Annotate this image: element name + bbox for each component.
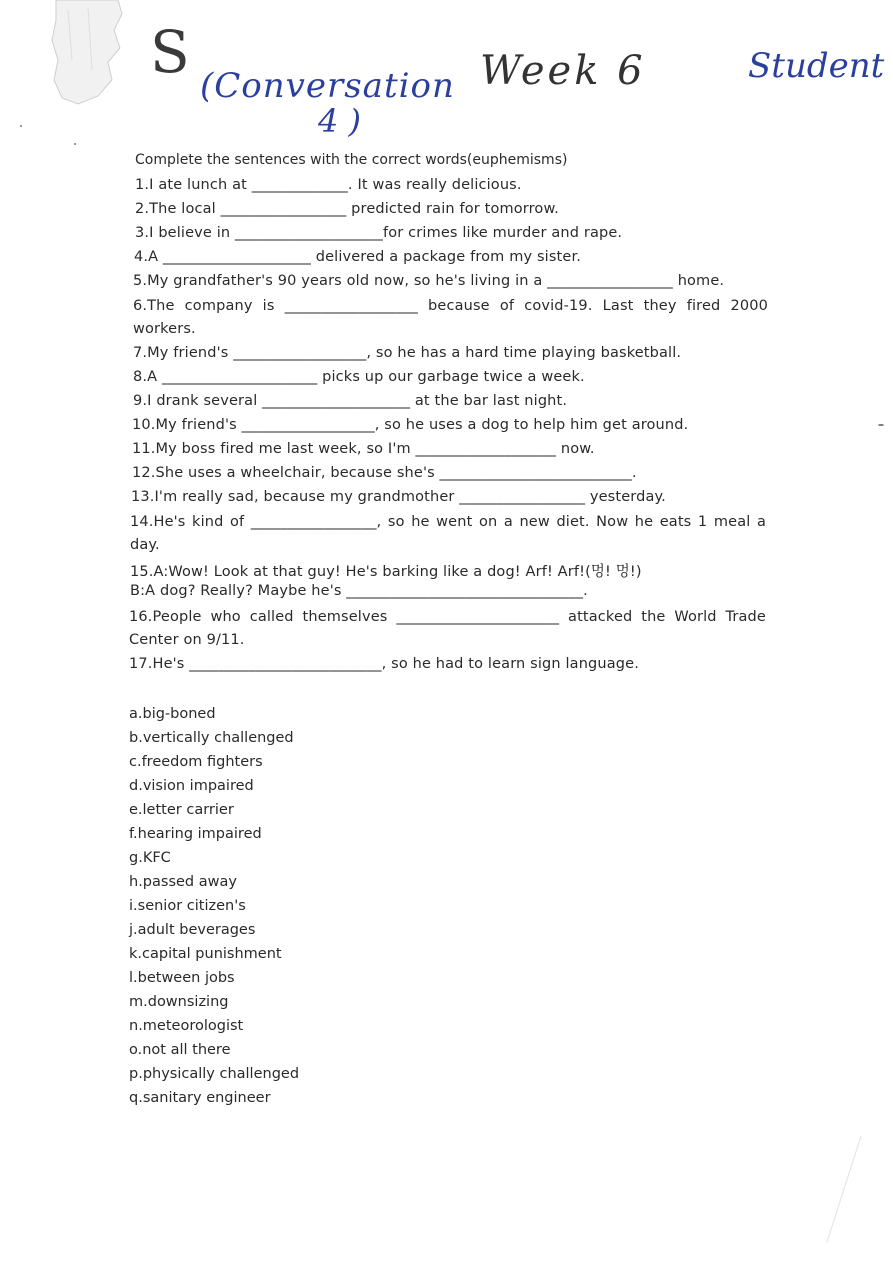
scan-speck (20, 125, 22, 127)
option-k: k.capital punishment (129, 946, 282, 962)
question-15b: B:A dog? Really? Maybe he's ________________________________. (130, 583, 588, 599)
option-d: d.vision impaired (129, 778, 254, 794)
question-14: 14.He's kind of _________________, so he went on a new diet. Now he eats 1 meal a day. (130, 514, 766, 553)
question-6: 6.The company is __________________ because of covid-19. Last they fired 2000 workers. (133, 298, 768, 337)
option-j: j.adult beverages (129, 922, 256, 938)
option-e: e.letter carrier (129, 802, 234, 818)
question-9: 9.I drank several ____________________ at the bar last night. (133, 393, 568, 409)
option-q: q.sanitary engineer (129, 1090, 271, 1106)
question-16: 16.People who called themselves ______________________ attacked the World Trade Center on 9/11. (129, 609, 766, 648)
question-17: 17.He's __________________________, so he had to learn sign language. (129, 656, 639, 672)
question-2: 2.The local _________________ predicted rain for tomorrow. (135, 201, 559, 217)
question-7: 7.My friend's __________________, so he has a hard time playing basketball. (133, 345, 682, 361)
instructions: Complete the sentences with the correct words(euphemisms) (135, 152, 568, 168)
scan-speck (74, 143, 76, 145)
handwritten-week: Week 6 (480, 48, 646, 94)
question-8: 8.A _____________________ picks up our garbage twice a week. (133, 369, 585, 385)
question-10: 10.My friend's __________________, so he uses a dog to help him get around. (132, 417, 689, 433)
option-o: o.not all there (129, 1042, 231, 1058)
option-f: f.hearing impaired (129, 826, 262, 842)
question-15a: 15.A:Wow! Look at that guy! He's barking like a dog! Arf! Arf!(멍! 멍!) (130, 564, 642, 580)
handwritten-class-name: (Conversation (200, 66, 455, 106)
handwritten-role: Student (748, 46, 885, 86)
question-4: 4.A ____________________ delivered a package from my sister. (134, 249, 582, 265)
handwritten-class-number: 4 ) (318, 102, 362, 140)
option-m: m.downsizing (129, 994, 229, 1010)
answer-options (129, 702, 299, 1110)
question-12: 12.She uses a wheelchair, because she's __________________________. (132, 465, 637, 481)
option-p: p.physically challenged (129, 1066, 300, 1082)
question-11: 11.My boss fired me last week, so I'm ___________________ now. (132, 441, 595, 457)
option-g: g.KFC (129, 850, 171, 866)
scan-streak (823, 1134, 863, 1244)
handwritten-letter: S (150, 18, 190, 86)
option-h: h.passed away (129, 874, 237, 890)
option-b: b.vertically challenged (129, 730, 294, 746)
question-5: 5.My grandfather's 90 years old now, so he's living in a _________________ home. (133, 273, 725, 289)
scan-torn-edge (48, 0, 138, 110)
question-1: 1.I ate lunch at _____________. It was really delicious. (135, 177, 522, 193)
question-13: 13.I'm really sad, because my grandmother _________________ yesterday. (131, 489, 666, 505)
option-l: l.between jobs (129, 970, 235, 986)
option-i: i.senior citizen's (129, 898, 246, 914)
option-n: n.meteorologist (129, 1018, 244, 1034)
option-a: a.big-boned (129, 706, 216, 722)
option-c: c.freedom fighters (129, 754, 263, 770)
scan-speck (878, 424, 884, 426)
question-3: 3.I believe in ____________________for crimes like murder and rape. (135, 225, 623, 241)
